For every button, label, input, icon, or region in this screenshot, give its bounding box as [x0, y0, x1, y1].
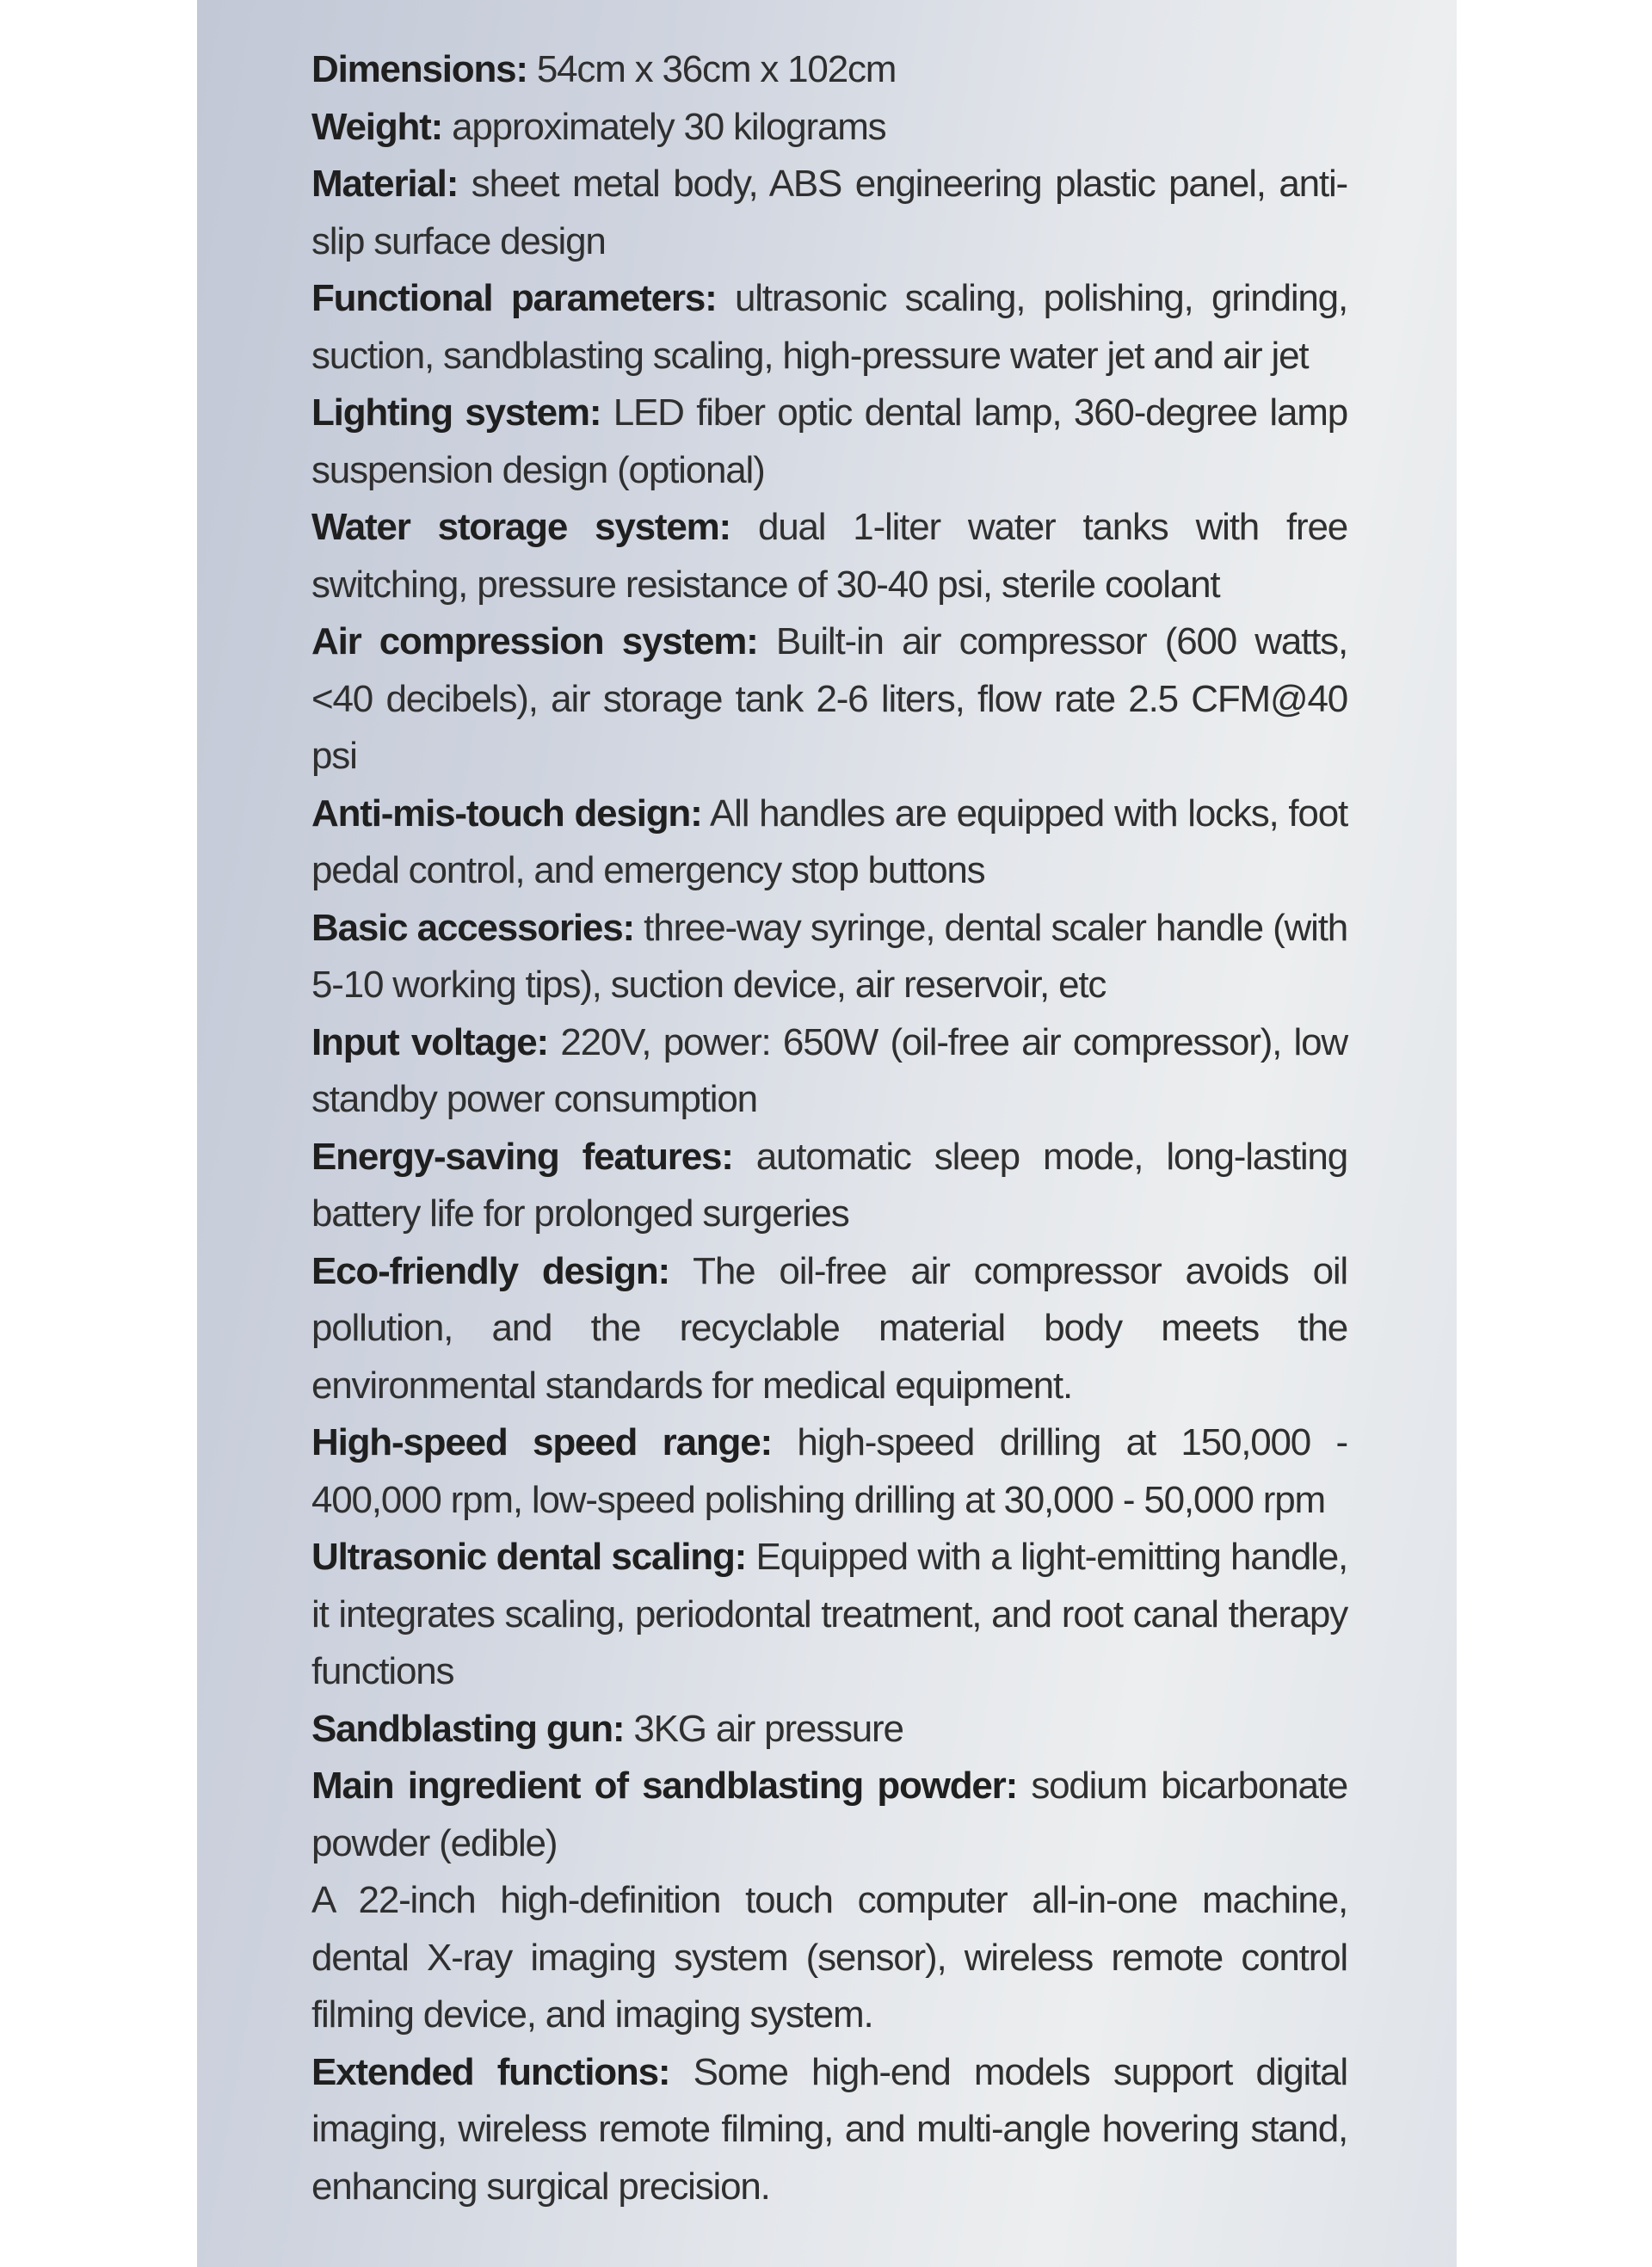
spec-value: dual 1-liter water tanks with free switching, pressure resistance of 30-40 psi, sterile coolant: [311, 506, 1347, 606]
spec-label: Input voltage:: [311, 1020, 548, 1063]
spec-value: sheet metal body, ABS engineering plastic panel, anti-slip surface design: [311, 163, 1347, 262]
spec-label: Sandblasting gun:: [311, 1707, 625, 1750]
spec-label: Water storage system:: [311, 506, 730, 548]
spec-computer-imaging: [311, 1872, 1347, 2044]
spec-label: Dimensions:: [311, 48, 527, 90]
spec-label: Ultrasonic dental scaling:: [311, 1536, 747, 1578]
spec-air-compression-system: [311, 613, 1347, 785]
spec-label: Energy-saving features:: [311, 1135, 733, 1178]
spec-input-voltage: [311, 1014, 1347, 1129]
spec-value: ultrasonic scaling, polishing, grinding, suction, sandblasting scaling, high-pressure water jet and air jet: [311, 277, 1347, 377]
spec-value: high-speed drilling at 150,000 - 400,000 rpm, low-speed polishing drilling at 30,000 - 50,000 rpm: [311, 1421, 1347, 1521]
spec-label: Main ingredient of sandblasting powder:: [311, 1765, 1018, 1807]
spec-value: Some high-end models support digital imaging, wireless remote filming, and multi-angle hovering stand, enhancing surgical precision.: [311, 2050, 1347, 2208]
spec-value: approximately 30 kilograms: [442, 105, 886, 148]
spec-extended-functions: [311, 2044, 1347, 2216]
spec-weight: [311, 99, 1347, 157]
spec-label: Material:: [311, 163, 459, 205]
spec-list: [311, 41, 1347, 2215]
spec-material: [311, 156, 1347, 270]
spec-sandblasting-gun: [311, 1701, 1347, 1759]
spec-ultrasonic-dental-scaling: [311, 1529, 1347, 1701]
spec-label: Lighting system:: [311, 391, 601, 434]
spec-high-speed-range: [311, 1414, 1347, 1529]
spec-water-storage-system: [311, 499, 1347, 613]
spec-value: Equipped with a light-emitting handle, it integrates scaling, periodontal treatment, and root canal therapy functions: [311, 1536, 1347, 1692]
spec-lighting-system: [311, 385, 1347, 499]
spec-energy-saving-features: [311, 1129, 1347, 1243]
spec-label: Basic accessories:: [311, 906, 634, 949]
spec-eco-friendly-design: [311, 1243, 1347, 1415]
spec-value: LED fiber optic dental lamp, 360-degree lamp suspension design (optional): [311, 391, 1347, 491]
spec-label: Eco-friendly design:: [311, 1249, 669, 1292]
spec-label: Anti-mis-touch design:: [311, 792, 702, 835]
spec-value: 3KG air pressure: [624, 1707, 903, 1750]
spec-anti-mis-touch-design: [311, 785, 1347, 900]
spec-value: three-way syringe, dental scaler handle (with 5-10 working tips), suction device, air reservoir, etc: [311, 906, 1347, 1006]
spec-value: A 22-inch high-definition touch computer all-in-one machine, dental X-ray imaging system (sensor), wireless remote control filming device, and imaging system.: [311, 1879, 1347, 2036]
spec-label: Functional parameters:: [311, 277, 717, 319]
spec-sandblasting-powder: [311, 1758, 1347, 1872]
spec-dimensions: [311, 41, 1347, 99]
spec-value: automatic sleep mode, long-lasting battery life for prolonged surgeries: [311, 1135, 1347, 1235]
spec-value: Built-in air compressor (600 watts, <40 decibels), air storage tank 2-6 liters, flow rate 2.5 CFM@40 psi: [311, 620, 1347, 777]
spec-label: Extended functions:: [311, 2050, 670, 2093]
spec-functional-parameters: [311, 270, 1347, 385]
spec-label: Air compression system:: [311, 620, 758, 662]
spec-value: 54cm x 36cm x 102cm: [527, 48, 897, 90]
spec-label: High-speed speed range:: [311, 1421, 772, 1463]
spec-value: sodium bicarbonate powder (edible): [311, 1765, 1348, 1864]
spec-value: All handles are equipped with locks, foot pedal control, and emergency stop buttons: [311, 792, 1347, 891]
spec-value: The oil-free air compressor avoids oil pollution, and the recyclable material body meets the environmental standards for medical equipment.: [311, 1249, 1347, 1407]
spec-value: 220V, power: 650W (oil-free air compressor), low standby power consumption: [311, 1020, 1347, 1120]
spec-label: Weight:: [311, 105, 443, 148]
spec-basic-accessories: [311, 900, 1347, 1014]
